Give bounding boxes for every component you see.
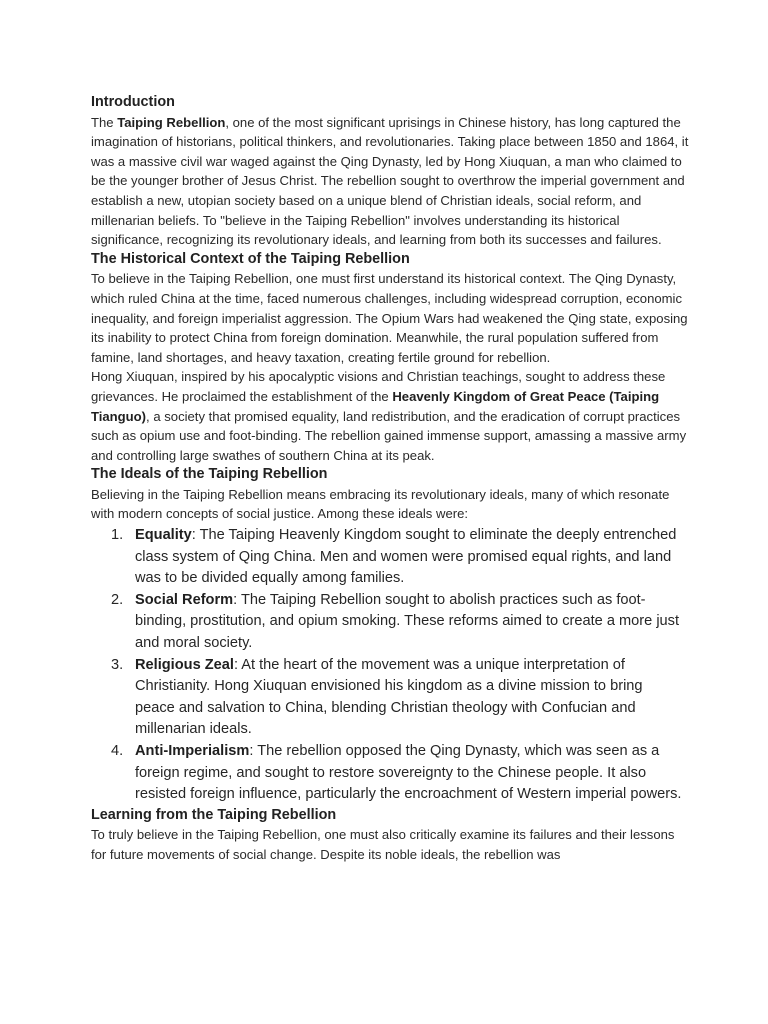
intro-text-start: The bbox=[91, 114, 118, 130]
introduction-paragraph bbox=[91, 113, 691, 250]
ideals-list-item bbox=[111, 741, 691, 806]
section-heading-introduction: Introduction bbox=[91, 94, 175, 110]
ideal-term: Religious Zeal bbox=[135, 656, 234, 673]
ideal-description: : At the heart of the movement was a unique interpretation of Christianity. Hong Xiuquan envisioned his kingdom as a divine mission to bring peace and salvation to China, blending Christian theology with Confucian and millenarian ideals. bbox=[135, 656, 643, 738]
ideal-term: Anti-Imperialism bbox=[135, 743, 250, 759]
ideals-list bbox=[91, 525, 691, 806]
context-text-start: Hong Xiuquan, inspired by his apocalyptic visions and Christian teachings, sought to address these grievances. He proclaimed the establishment of the bbox=[91, 369, 666, 404]
ideals-intro-paragraph: Believing in the Taiping Rebellion means embracing its revolutionary ideals, many of which resonate with modern concepts of social justice. Among these ideals were: bbox=[91, 486, 670, 522]
ideal-description: : The Taiping Heavenly Kingdom sought to eliminate the deeply entrenched class system of Qing China. Men and women were promised equal rights, and land was to be divided equally among families. bbox=[135, 527, 677, 587]
list-number: 4. bbox=[111, 743, 124, 759]
list-number: 1. bbox=[111, 527, 124, 544]
ideals-list-item bbox=[111, 655, 691, 741]
list-number: 2. bbox=[111, 591, 124, 608]
section-heading-historical-context: The Historical Context of the Taiping Rebellion bbox=[91, 250, 410, 267]
ideals-list-item bbox=[111, 590, 691, 655]
learning-paragraph: To truly believe in the Taiping Rebellion, one must also critically examine its failures and their lessons for future movements of social change. Despite its noble ideals, the rebellion was bbox=[91, 827, 675, 862]
document-page bbox=[91, 93, 691, 865]
context-paragraph-1: To believe in the Taiping Rebellion, one must first understand its historical context. The Qing Dynasty, which ruled China at the time, faced numerous challenges, including widespread corruption, economic inequality, and foreign imperialist aggression. The Opium Wars had weakened the Qing state, exposing its inability to protect China from foreign domination. Meanwhile, the rural population suffered from famine, land shortages, and heavy taxation, creating fertile ground for rebellion. bbox=[91, 271, 688, 365]
context-bold-term: Heavenly Kingdom of Great Peace (Taiping Tianguo) bbox=[91, 388, 660, 424]
list-number: 3. bbox=[111, 656, 124, 673]
context-text-rest: , a society that promised equality, land redistribution, and the eradication of corrupt practices such as opium use and foot-binding. The rebellion gained immense support, amassing a massive army and controlling large swathes of southern China at its peak. bbox=[91, 408, 687, 463]
ideal-term: Equality bbox=[135, 527, 192, 544]
ideal-term: Social Reform bbox=[135, 591, 234, 608]
ideals-list-item bbox=[111, 525, 691, 590]
ideal-description: : The Taiping Rebellion sought to abolish practices such as foot-binding, prostitution, and opium smoking. These reforms aimed to create a more just and moral society. bbox=[135, 591, 680, 652]
section-heading-learning: Learning from the Taiping Rebellion bbox=[91, 806, 337, 823]
intro-bold-term: Taiping Rebellion bbox=[117, 114, 226, 130]
intro-text-rest: , one of the most significant uprisings in Chinese history, has long captured the imagination of historians, political thinkers, and revolutionaries. Taking place between 1850 and 1864, it was a massive civil war waged against the Qing Dynasty, led by Hong Xiuquan, a man who claimed to be the younger brother of Jesus Christ. The rebellion sought to overthrow the imperial government and establish a new, utopian society based on a unique blend of Christian ideals, social reform, and millenarian beliefs. To "believe in the Taiping Rebellion" involves understanding its historical significance, recognizing its revolutionary ideals, and learning from both its successes and failures. bbox=[91, 114, 689, 248]
section-heading-ideals: The Ideals of the Taiping Rebellion bbox=[91, 466, 328, 483]
context-paragraph-2 bbox=[91, 367, 691, 465]
ideal-description: : The rebellion opposed the Qing Dynasty, which was seen as a foreign regime, and sought to restore sovereignty to the Chinese people. It also resisted foreign influence, particularly the encroachment of Western imperial powers. bbox=[135, 743, 682, 803]
